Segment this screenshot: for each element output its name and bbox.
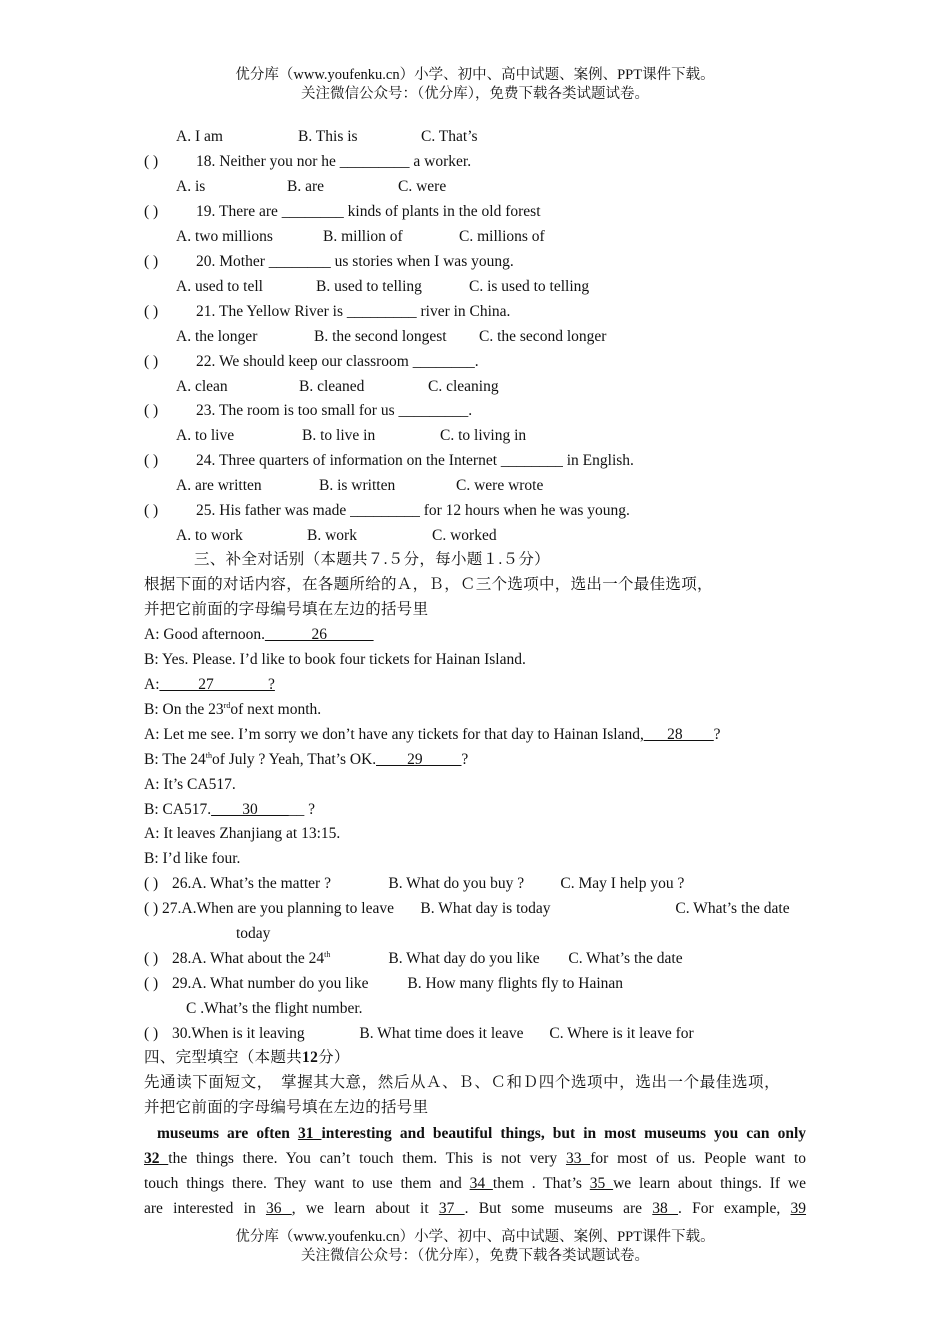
dialog-text: B: The 24: [144, 751, 206, 768]
dialog-text: A:: [144, 676, 160, 693]
q26-option-b: B. What do you buy ?: [388, 875, 525, 892]
q20-stem: [144, 251, 514, 273]
q17-option-a: A. I am: [176, 128, 223, 145]
section-3-title: 三、补全对话别（本题共７.５分，每小题１.５分）: [194, 551, 550, 568]
q27-option-a: A.When are you planning to leave: [181, 900, 394, 917]
passage-text: we learn about things. If we: [613, 1175, 806, 1192]
q19-options: [176, 226, 545, 248]
q19-option-a: A. two millions: [176, 228, 273, 245]
dialog-text: of July ? Yeah, That’s OK.: [211, 751, 377, 768]
q27-option-b: B. What day is today: [420, 900, 551, 917]
q19-stem: [144, 201, 541, 223]
answer-paren: ( ): [144, 950, 159, 967]
section-3-instruction-2: 并把它前面的字母编号填在左边的括号里: [144, 601, 429, 618]
blank-37: 37: [438, 1200, 465, 1217]
section-4-title-text: 四、完型填空（本题共: [144, 1049, 303, 1066]
ordinal-suffix: th: [205, 751, 212, 760]
q29-number: 29.: [172, 975, 192, 992]
q20-option-b: B. used to telling: [316, 278, 422, 295]
dialog-text: A: Good afternoon.: [144, 626, 265, 643]
blank-32: 32: [144, 1150, 169, 1167]
q19-option-c: C. millions of: [459, 228, 545, 245]
dialog-line-3: [144, 674, 275, 696]
footer-line-2: 关注微信公众号：（优分库），免费下载各类试题试卷。: [301, 1248, 649, 1264]
answer-paren: ( ): [144, 253, 159, 270]
dialog-line-2: B: Yes. Please. I’d like to book four tickets for Hainan Island.: [144, 651, 526, 668]
q23-stem: [144, 400, 472, 422]
q22-stem: [144, 351, 479, 373]
q23-option-a: A. to live: [176, 427, 235, 444]
q30-option-a: When is it leaving: [191, 1025, 305, 1042]
q20-text: 20. Mother ________ us stories when I was young.: [196, 253, 514, 270]
q30-number: 30.: [172, 1025, 192, 1042]
ordinal-suffix: th: [324, 950, 331, 959]
q29-row: [144, 973, 623, 995]
ordinal-suffix: rd: [223, 701, 231, 710]
header-line-2: 关注微信公众号：（优分库），免费下载各类试题试卷。: [301, 86, 649, 102]
blank-29: ____29_____: [376, 751, 462, 768]
q27-number: 27.: [162, 900, 182, 917]
q24-stem: [144, 450, 634, 472]
passage-line-3: [144, 1171, 806, 1196]
answer-paren: ( ): [144, 452, 159, 469]
q28-option-a: [191, 948, 388, 970]
passage-text: are interested in: [144, 1200, 266, 1217]
q22-option-c: C. cleaning: [428, 378, 499, 395]
blank-34: 34: [469, 1175, 493, 1192]
q21-options: [176, 326, 606, 348]
dialog-line-10: B: I’d like four.: [144, 850, 241, 867]
q20-option-a: A. used to tell: [176, 278, 263, 295]
q21-text: 21. The Yellow River is _________ river in China.: [196, 303, 511, 320]
answer-paren: ( ): [144, 975, 159, 992]
dialog-text: B: CA517.: [144, 801, 212, 818]
q26-option-a: A. What’s the matter ?: [191, 875, 331, 892]
q24-options: [176, 475, 543, 497]
blank-35: 35: [589, 1175, 614, 1192]
answer-paren: ( ): [144, 203, 159, 220]
dialog-text: of next month.: [230, 701, 322, 718]
q18-stem: [144, 151, 471, 173]
q17-options: [176, 126, 478, 148]
dialog-text: __ ?: [288, 801, 315, 818]
q23-options: [176, 425, 526, 447]
passage-text: the things there. You can’t touch them. This is not very: [168, 1150, 566, 1167]
dialog-line-6: [144, 749, 468, 771]
q28-option-a-text: A. What about the 24: [191, 950, 325, 967]
answer-paren: ( ): [144, 153, 159, 170]
blank-36: 36: [265, 1200, 292, 1217]
dialog-line-9: A: It leaves Zhanjiang at 13:15.: [144, 825, 341, 842]
dialog-line-7: A: It’s CA517.: [144, 776, 236, 793]
q28-option-c: C. What’s the date: [568, 950, 683, 967]
passage-line-1: [144, 1121, 806, 1146]
q18-option-c: C. were: [398, 178, 447, 195]
blank-33: 33: [565, 1150, 591, 1167]
q30-option-c: C. Where is it leave for: [549, 1025, 694, 1042]
q29-option-c: C .What’s the flight number.: [186, 1000, 363, 1017]
q27-option-c-continued: today: [236, 925, 271, 942]
q17-option-c: C. That’s: [421, 128, 478, 145]
header-line-1: 优分库（www.youfenku.cn）小学、初中、高中试题、案例、PPT课件下载。: [235, 67, 715, 83]
q28-number: 28.: [172, 950, 192, 967]
dialog-text: ?: [713, 726, 721, 743]
q18-text: 18. Neither you nor he _________ a worker.: [196, 153, 472, 170]
answer-paren: ( ): [144, 900, 159, 917]
q25-option-a: A. to work: [176, 527, 243, 544]
q24-option-b: B. is written: [319, 477, 396, 494]
answer-paren: ( ): [144, 502, 159, 519]
passage-text: , we learn about it: [291, 1200, 439, 1217]
q18-option-a: A. is: [176, 178, 206, 195]
q22-options: [176, 376, 499, 398]
answer-paren: ( ): [144, 303, 159, 320]
dialog-line-1: [144, 624, 373, 646]
q24-text: 24. Three quarters of information on the Internet ________ in English.: [196, 452, 634, 469]
passage-text: for most of us. People want to: [590, 1150, 807, 1167]
q26-row: [144, 873, 684, 895]
passage-text: . For example,: [678, 1200, 791, 1217]
passage-line-2: [144, 1146, 806, 1171]
q26-option-c: C. May I help you ?: [560, 875, 685, 892]
q29-option-b: B. How many flights fly to Hainan: [407, 975, 624, 992]
q23-option-c: C. to living in: [440, 427, 527, 444]
q21-option-a: A. the longer: [176, 328, 258, 345]
passage-line-4: [144, 1196, 806, 1221]
section-4-instruction-2: 并把它前面的字母编号填在左边的括号里: [144, 1099, 429, 1116]
section-4-instruction-1: 先通读下面短文， 掌握其大意，然后从Ａ、Ｂ、Ｃ和Ｄ四个选项中，选出一个最佳选项，: [144, 1074, 781, 1091]
page-footer: [0, 1228, 950, 1266]
dialog-line-8: [144, 799, 315, 821]
q19-option-b: B. million of: [323, 228, 403, 245]
section-4-title: [144, 1047, 350, 1069]
q22-text: 22. We should keep our classroom ________.: [196, 353, 479, 370]
q22-option-b: B. cleaned: [299, 378, 365, 395]
cloze-passage: [144, 1121, 806, 1221]
section-4-title-text: 分）: [318, 1049, 350, 1066]
q26-number: 26.: [172, 875, 192, 892]
blank-38: 38: [652, 1200, 679, 1217]
answer-paren: ( ): [144, 353, 159, 370]
q27-option-c: C. What’s the date: [675, 900, 790, 917]
q18-options: [176, 176, 446, 198]
q21-option-c: C. the second longer: [479, 328, 607, 345]
q25-option-c: C. worked: [432, 527, 497, 544]
page-header: [0, 66, 950, 104]
q24-option-c: C. were wrote: [456, 477, 544, 494]
q18-option-b: B. are: [287, 178, 325, 195]
q20-options: [176, 276, 589, 298]
q30-option-b: B. What time does it leave: [359, 1025, 524, 1042]
dialog-text: A: Let me see. I’m sorry we don’t have any tickets for that day to Hainan Island,: [144, 726, 644, 743]
blank-31: 31: [297, 1125, 322, 1142]
q28-option-b: B. What day do you like: [388, 950, 540, 967]
blank-28: ___28____: [643, 726, 714, 743]
passage-text: . But some museums are: [464, 1200, 653, 1217]
dialog-text: B: On the 23: [144, 701, 224, 718]
q29-option-a: A. What number do you like: [191, 975, 369, 992]
q20-option-c: C. is used to telling: [469, 278, 590, 295]
q24-option-a: A. are written: [176, 477, 262, 494]
q21-option-b: B. the second longest: [314, 328, 447, 345]
q25-stem: [144, 500, 630, 522]
footer-line-1: 优分库（www.youfenku.cn）小学、初中、高中试题、案例、PPT课件下载。: [235, 1229, 715, 1245]
answer-paren: ( ): [144, 875, 159, 892]
blank-26: ______26______: [264, 626, 374, 643]
answer-paren: ( ): [144, 1025, 159, 1042]
q23-text: 23. The room is too small for us _________.: [196, 402, 473, 419]
blank-30: ____30____: [211, 801, 289, 818]
passage-text: touch things there. They want to use them and: [144, 1175, 470, 1192]
dialog-line-4: [144, 699, 321, 721]
dialog-line-5: [144, 724, 721, 746]
dialog-text: ?: [461, 751, 469, 768]
q30-row: [144, 1023, 694, 1045]
passage-text: them . That’s: [492, 1175, 590, 1192]
q25-option-b: B. work: [307, 527, 357, 544]
q21-stem: [144, 301, 510, 323]
section-4-points: 12: [302, 1049, 319, 1066]
passage-text: museums are often: [157, 1125, 298, 1142]
q28-row: [144, 948, 683, 970]
q22-option-a: A. clean: [176, 378, 228, 395]
q27-row: [144, 898, 790, 920]
q17-option-b: B. This is: [298, 128, 358, 145]
blank-27: _____27_______?: [159, 676, 275, 693]
section-3-instruction-1: 根据下面的对话内容，在各题所给的Ａ，Ｂ，Ｃ三个选项中，选出一个最佳选项，: [144, 576, 713, 593]
passage-text: interesting and beautiful things, but in most museums you can only: [321, 1125, 806, 1142]
q25-options: [176, 525, 497, 547]
blank-39: 39: [790, 1200, 807, 1217]
answer-paren: ( ): [144, 402, 159, 419]
q23-option-b: B. to live in: [302, 427, 376, 444]
q25-text: 25. His father was made _________ for 12 hours when he was young.: [196, 502, 630, 519]
q19-text: 19. There are ________ kinds of plants in the old forest: [196, 203, 541, 220]
